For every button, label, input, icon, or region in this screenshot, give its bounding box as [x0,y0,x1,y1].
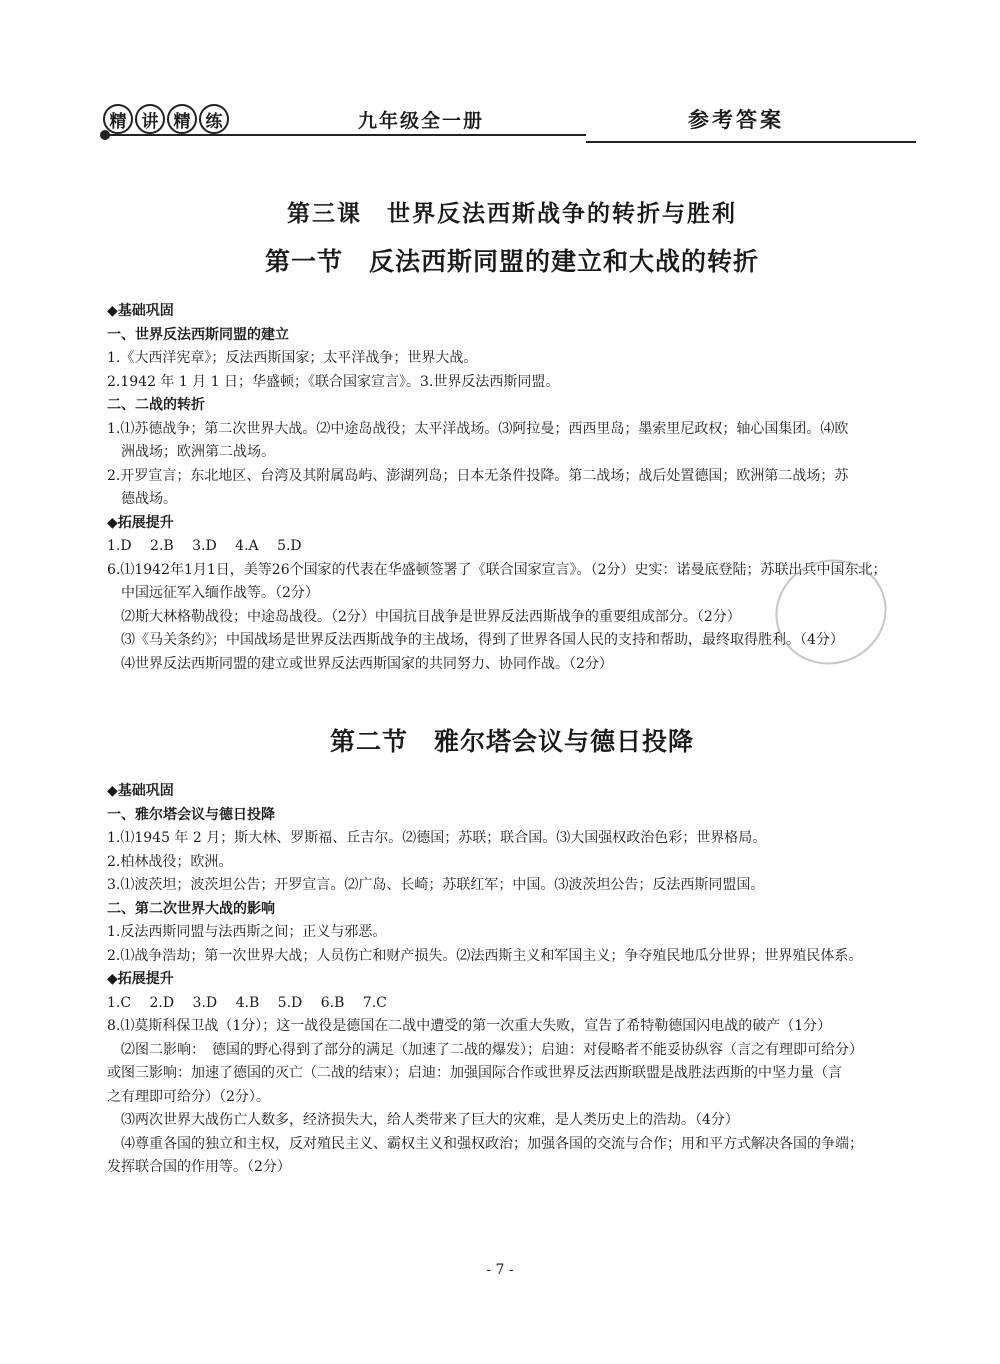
section-heading: 一、世界反法西斯同盟的建立 [107,326,289,343]
section2-title: 第二节 雅尔塔会议与德日投降 [329,727,694,756]
answer-line: 2.开罗宣言；东北地区、台湾及其附属岛屿、澎湖列岛；日本无条件投降。第二战场；战后处置德国；欧洲第二战场；苏 [107,467,849,484]
logo-char: 精 [167,104,197,134]
answer-line: 3.⑴波茨坦；波茨坦公告；开罗宣言。⑵广岛、长崎；苏联红军；中国。⑶波茨坦公告；反法西斯同盟国。 [107,877,765,893]
answer-line: ⑶两次世界大战伤亡人数多，经济损失大，给人类带来了巨大的灾难，是人类历史上的浩劫。（4分） [121,1112,739,1128]
answer-line: 德战场。 [121,491,177,507]
answer-line: 1.⑴苏德战争；第二次世界大战。⑵中途岛战役；太平洋战场。⑶阿拉曼；西西里岛；墨索里尼政权；轴心国集团。⑷欧 [107,420,849,437]
page-number: - 7 - [486,1262,514,1278]
answer-line: 1.《大西洋宪章》；反法西斯国家；太平洋战争；世界大战。 [107,350,478,366]
section-heading: ◆基础巩固 [107,303,174,319]
lesson-title: 第三课 世界反法西斯战争的转折与胜利 [287,200,737,227]
series-logo [103,104,229,134]
answers-label: 参考答案 [688,107,784,132]
header-rule-right [586,141,916,143]
answer-line: ⑷世界反法西斯同盟的建立或世界反法西斯国家的共同努力、协同作战。（2分） [121,655,613,672]
header-rule-left [108,134,586,136]
section-heading: ◆拓展提升 [107,514,174,531]
section-heading: ◆拓展提升 [107,971,174,987]
answer-line: 发挥联合国的作用等。（2分） [107,1159,291,1175]
grade-label: 九年级全一册 [358,110,485,132]
answer-line: 中国远征军入缅作战等。（2分） [121,585,319,601]
section1-title: 第一节 反法西斯同盟的建立和大战的转折 [264,247,759,276]
answer-line: 2.⑴战争浩劫；第一次世界大战；人员伤亡和财产损失。⑵法西斯主义和军国主义；争夺殖民地瓜分世界；世界殖民体系。 [107,947,863,964]
answer-line: 1.反法西斯同盟与法西斯之间；正义与邪恶。 [107,924,387,940]
section-heading: 一、雅尔塔会议与德日投降 [107,806,275,823]
logo-char: 精 [103,104,133,134]
answer-line: 1.D 2.B 3.D 4.A 5.D [107,538,302,554]
answer-line: 1.C 2.D 3.D 4.B 5.D 6.B 7.C [107,994,387,1011]
section-heading: 二、第二次世界大战的影响 [107,900,275,917]
logo-char: 讲 [135,104,165,134]
section-heading: ◆基础巩固 [107,783,174,799]
answer-line: 2.1942 年 1 月 1 日；华盛顿；《联合国家宣言》。3.世界反法西斯同盟。 [107,373,560,390]
answer-line: 6.⑴1942年1月1日，美等26个国家的代表在华盛顿签署了《联合国家宣言》。（2分）史实：诺曼底登陆；苏联出兵中国东北； [107,561,887,578]
section-heading: 二、二战的转折 [107,397,205,413]
answer-line: 8.⑴莫斯科保卫战（1分）；这一战役是德国在二战中遭受的第一次重大失败，宣告了希特勒德国闪电战的破产（1分） [107,1018,832,1034]
section2-content [107,780,917,1180]
answer-line: 洲战场；欧洲第二战场。 [121,444,275,460]
answer-line: 之有理即可给分）（2分）。 [107,1088,270,1105]
logo-char: 练 [199,104,229,134]
answer-line: 1.⑴1945 年 2 月；斯大林、罗斯福、丘吉尔。⑵德国；苏联；联合国。⑶大国强权政治色彩；世界格局。 [107,830,767,846]
answer-line: ⑵图二影响： 德国的野心得到了部分的满足（加速了二战的爆发）；启迪：对侵略者不能妥协纵容（言之有理即可给分） [121,1041,863,1058]
answer-line: 2.柏林战役；欧洲。 [107,853,233,870]
answer-line: ⑶《马关条约》；中国战场是世界反法西斯战争的主战场，得到了世界各国人民的支持和帮助，最终取得胜利。（4分） [121,632,844,648]
answer-line: ⑷尊重各国的独立和主权，反对殖民主义、霸权主义和强权政治；加强各国的交流与合作；用和平方式解决各国的争端； [121,1135,863,1152]
answer-line: 或图三影响：加速了德国的灭亡（二战的结束）；启迪：加强国际合作或世界反法西斯联盟是战胜法西斯的中坚力量（言 [107,1065,842,1081]
answer-line: ⑵斯大林格勒战役；中途岛战役。（2分）中国抗日战争是世界反法西斯战争的重要组成部分。（2分） [121,608,741,625]
page-header [100,100,915,145]
